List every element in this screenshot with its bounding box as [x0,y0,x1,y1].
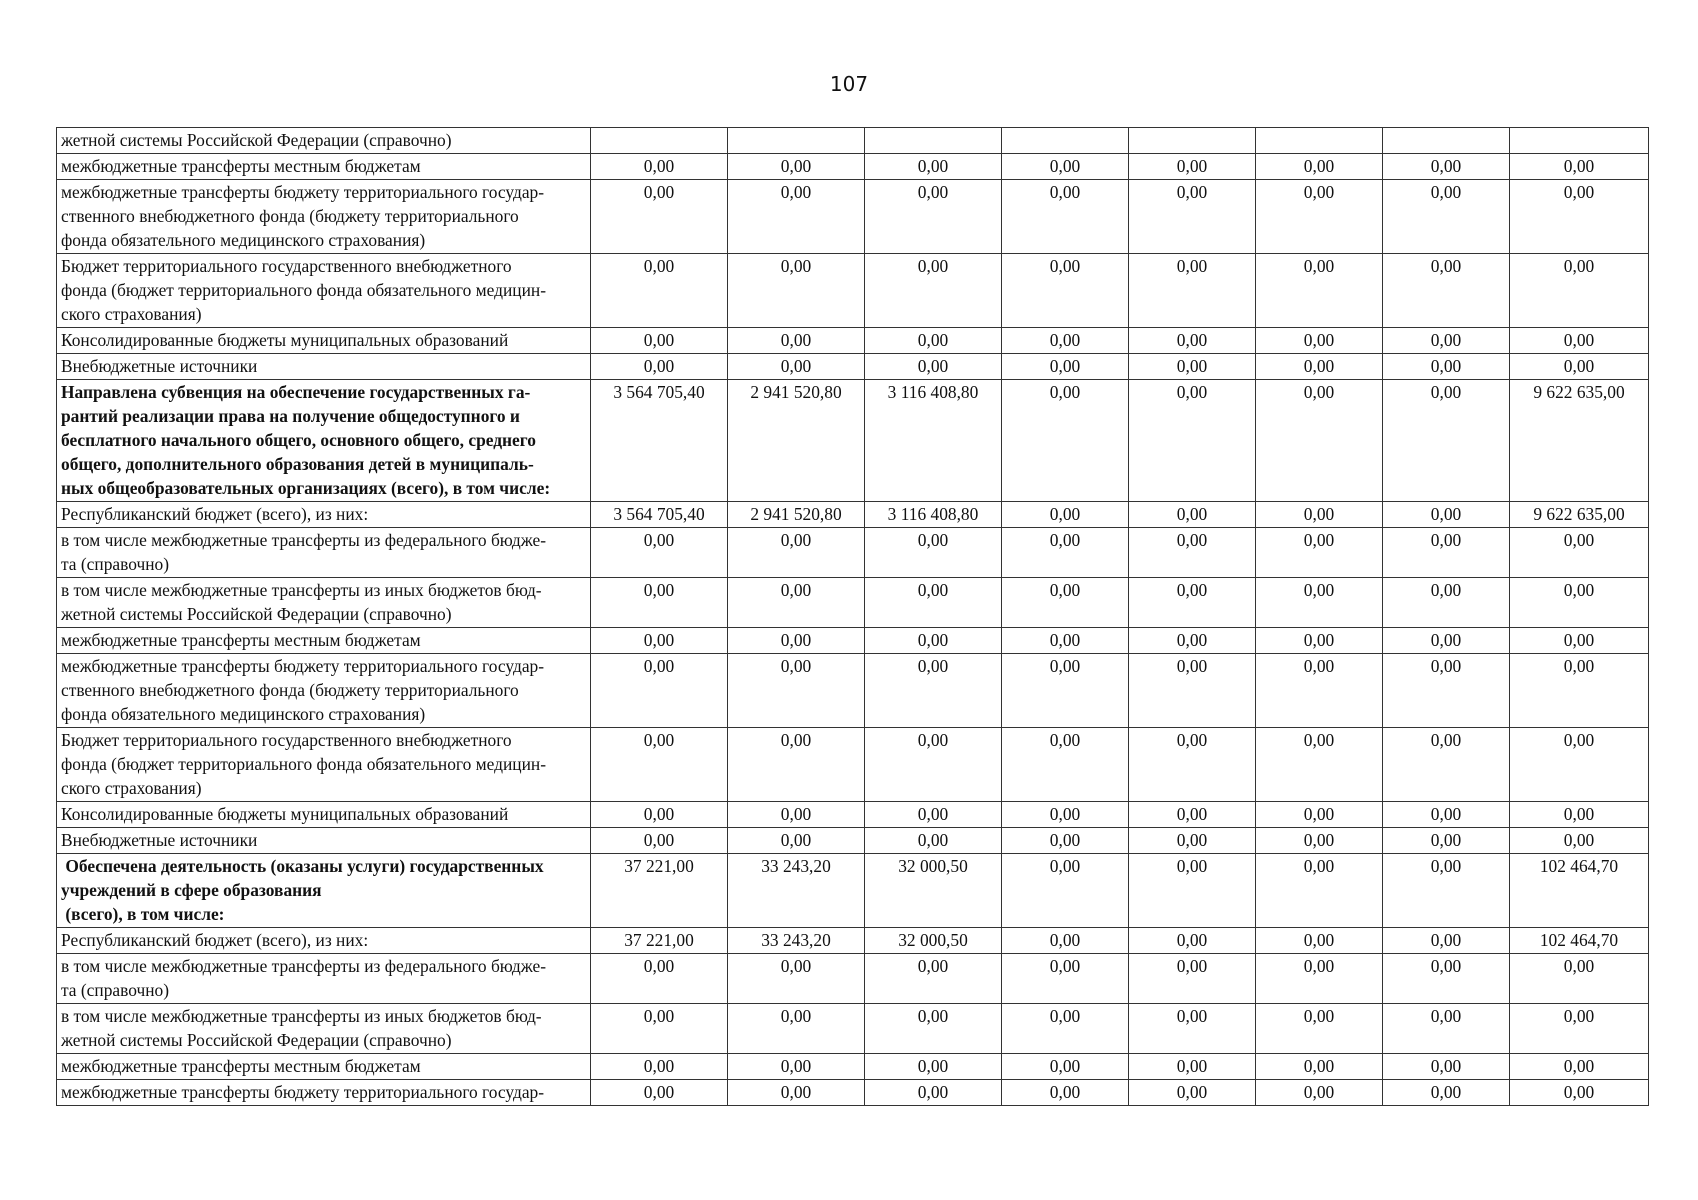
table-row [57,128,1649,154]
page-number: 107 [829,72,869,96]
value-cell [1383,128,1510,154]
row-label: Республиканский бюджет (всего), из них: [57,502,591,528]
value-cell: 3 116 408,80 [865,380,1002,502]
value-cell: 2 941 520,80 [728,502,865,528]
value-cell: 0,00 [1256,180,1383,254]
value-cell [1129,128,1256,154]
value-cell: 0,00 [591,954,728,1004]
table-row [57,854,1649,928]
value-cell: 0,00 [1256,380,1383,502]
value-cell: 0,00 [591,1054,728,1080]
value-cell: 0,00 [865,802,1002,828]
value-cell [865,128,1002,154]
value-cell: 0,00 [1129,1054,1256,1080]
value-cell: 0,00 [1129,154,1256,180]
table-row [57,654,1649,728]
value-cell: 0,00 [728,180,865,254]
value-cell: 32 000,50 [865,854,1002,928]
value-cell: 0,00 [728,628,865,654]
value-cell: 0,00 [1383,254,1510,328]
value-cell: 0,00 [865,528,1002,578]
value-cell: 0,00 [1256,502,1383,528]
table-row [57,502,1649,528]
value-cell: 0,00 [1510,654,1649,728]
value-cell: 0,00 [1129,654,1256,728]
row-label: Бюджет территориального государственного внебюджетного фонда (бюджет территориального фонда обязательного медицин- ского страхования) [57,254,591,328]
row-label: Внебюджетные источники [57,354,591,380]
value-cell: 0,00 [1510,528,1649,578]
value-cell: 0,00 [1383,380,1510,502]
value-cell: 0,00 [1256,154,1383,180]
row-label: Внебюджетные источники [57,828,591,854]
value-cell: 0,00 [728,154,865,180]
table-row [57,154,1649,180]
value-cell: 0,00 [1383,1080,1510,1106]
value-cell: 0,00 [1256,1054,1383,1080]
value-cell: 0,00 [1129,728,1256,802]
value-cell: 0,00 [1129,180,1256,254]
row-label: межбюджетные трансферты местным бюджетам [57,154,591,180]
value-cell: 0,00 [865,354,1002,380]
value-cell: 0,00 [1002,854,1129,928]
value-cell: 37 221,00 [591,854,728,928]
value-cell: 0,00 [865,828,1002,854]
value-cell: 0,00 [865,180,1002,254]
value-cell: 0,00 [1002,354,1129,380]
value-cell: 0,00 [1383,154,1510,180]
value-cell: 0,00 [728,1054,865,1080]
value-cell: 0,00 [1002,1054,1129,1080]
value-cell: 0,00 [1256,854,1383,928]
value-cell: 0,00 [1510,628,1649,654]
value-cell: 0,00 [1129,954,1256,1004]
value-cell: 0,00 [1510,328,1649,354]
value-cell: 0,00 [1383,354,1510,380]
value-cell: 0,00 [1256,328,1383,354]
value-cell: 0,00 [1129,502,1256,528]
value-cell: 0,00 [1002,528,1129,578]
value-cell: 0,00 [1002,828,1129,854]
value-cell: 0,00 [1510,1004,1649,1054]
value-cell: 0,00 [1383,502,1510,528]
row-label: Консолидированные бюджеты муниципальных образований [57,328,591,354]
value-cell: 33 243,20 [728,854,865,928]
value-cell: 0,00 [1510,802,1649,828]
row-label: Республиканский бюджет (всего), из них: [57,928,591,954]
value-cell: 0,00 [1002,154,1129,180]
value-cell: 0,00 [728,728,865,802]
value-cell: 2 941 520,80 [728,380,865,502]
value-cell: 0,00 [1002,728,1129,802]
value-cell: 0,00 [1383,1054,1510,1080]
value-cell: 0,00 [1510,1080,1649,1106]
value-cell: 0,00 [1002,928,1129,954]
value-cell [728,128,865,154]
value-cell: 0,00 [728,828,865,854]
value-cell: 0,00 [1002,1080,1129,1106]
table-body [57,128,1649,1106]
value-cell: 0,00 [591,154,728,180]
value-cell: 0,00 [1510,728,1649,802]
value-cell [591,128,728,154]
table-row [57,1080,1649,1106]
value-cell: 0,00 [865,1054,1002,1080]
table-row [57,380,1649,502]
value-cell: 0,00 [591,654,728,728]
value-cell: 3 116 408,80 [865,502,1002,528]
value-cell: 0,00 [1256,828,1383,854]
value-cell: 0,00 [1129,380,1256,502]
row-label: Консолидированные бюджеты муниципальных образований [57,802,591,828]
value-cell: 0,00 [1383,802,1510,828]
row-label: в том числе межбюджетные трансферты из федерального бюдже- та (справочно) [57,528,591,578]
table-row [57,928,1649,954]
value-cell: 0,00 [1256,254,1383,328]
value-cell: 0,00 [1129,802,1256,828]
value-cell: 0,00 [728,1004,865,1054]
row-label: межбюджетные трансферты местным бюджетам [57,628,591,654]
value-cell: 102 464,70 [1510,854,1649,928]
value-cell: 0,00 [728,954,865,1004]
value-cell: 0,00 [1383,1004,1510,1054]
value-cell: 9 622 635,00 [1510,502,1649,528]
value-cell: 0,00 [1256,628,1383,654]
value-cell: 0,00 [728,802,865,828]
row-label: Бюджет территориального государственного внебюджетного фонда (бюджет территориального фонда обязательного медицин- ского страхования) [57,728,591,802]
value-cell: 0,00 [1510,578,1649,628]
table-row [57,578,1649,628]
value-cell: 0,00 [1256,1004,1383,1054]
value-cell: 0,00 [865,154,1002,180]
value-cell: 37 221,00 [591,928,728,954]
value-cell: 0,00 [1002,654,1129,728]
value-cell: 0,00 [728,528,865,578]
value-cell: 0,00 [1510,954,1649,1004]
value-cell: 0,00 [1129,254,1256,328]
value-cell: 0,00 [1383,528,1510,578]
value-cell: 0,00 [1129,1004,1256,1054]
value-cell: 0,00 [1129,854,1256,928]
value-cell: 0,00 [1129,354,1256,380]
value-cell: 0,00 [1383,578,1510,628]
value-cell: 0,00 [1383,954,1510,1004]
value-cell: 0,00 [865,1004,1002,1054]
value-cell: 0,00 [1002,954,1129,1004]
value-cell: 0,00 [1256,528,1383,578]
value-cell: 0,00 [1002,628,1129,654]
table-row [57,628,1649,654]
value-cell: 0,00 [1510,1054,1649,1080]
value-cell: 0,00 [1510,354,1649,380]
table-row [57,354,1649,380]
row-label: в том числе межбюджетные трансферты из иных бюджетов бюд- жетной системы Российской Федерации (справочно) [57,578,591,628]
value-cell: 0,00 [1129,578,1256,628]
value-cell: 0,00 [1256,1080,1383,1106]
value-cell: 0,00 [865,654,1002,728]
value-cell: 0,00 [1510,254,1649,328]
value-cell: 33 243,20 [728,928,865,954]
value-cell: 0,00 [591,802,728,828]
value-cell: 0,00 [1256,954,1383,1004]
value-cell: 0,00 [1383,328,1510,354]
value-cell: 0,00 [1129,628,1256,654]
value-cell: 0,00 [1256,578,1383,628]
value-cell: 0,00 [591,1080,728,1106]
value-cell: 0,00 [1002,254,1129,328]
value-cell: 0,00 [1383,828,1510,854]
value-cell: 0,00 [865,728,1002,802]
value-cell: 0,00 [728,654,865,728]
value-cell: 0,00 [1256,728,1383,802]
value-cell: 0,00 [1510,180,1649,254]
value-cell: 0,00 [591,628,728,654]
row-label: межбюджетные трансферты бюджету территориального государ- ственного внебюджетного фонда (бюджету территориального фонда обязательного медицинского страхования) [57,654,591,728]
value-cell: 0,00 [1129,828,1256,854]
value-cell: 0,00 [1256,654,1383,728]
table-row [57,802,1649,828]
value-cell: 102 464,70 [1510,928,1649,954]
table-row [57,254,1649,328]
row-label: в том числе межбюджетные трансферты из федерального бюдже- та (справочно) [57,954,591,1004]
value-cell: 3 564 705,40 [591,380,728,502]
value-cell: 0,00 [591,180,728,254]
value-cell: 0,00 [1256,928,1383,954]
value-cell: 0,00 [591,328,728,354]
value-cell: 0,00 [1383,180,1510,254]
value-cell: 0,00 [1129,1080,1256,1106]
table-row [57,180,1649,254]
value-cell: 0,00 [1256,802,1383,828]
value-cell: 0,00 [591,1004,728,1054]
table-row [57,728,1649,802]
value-cell: 0,00 [865,954,1002,1004]
value-cell: 0,00 [591,354,728,380]
value-cell: 9 622 635,00 [1510,380,1649,502]
value-cell: 0,00 [1129,528,1256,578]
value-cell: 0,00 [1510,828,1649,854]
row-label: межбюджетные трансферты бюджету территориального государ- [57,1080,591,1106]
value-cell: 0,00 [591,728,728,802]
budget-table [56,127,1649,1106]
table-row [57,1054,1649,1080]
table-row [57,828,1649,854]
row-label: жетной системы Российской Федерации (справочно) [57,128,591,154]
value-cell: 32 000,50 [865,928,1002,954]
value-cell: 0,00 [1002,380,1129,502]
table-row [57,1004,1649,1054]
row-label: межбюджетные трансферты бюджету территориального государ- ственного внебюджетного фонда (бюджету территориального фонда обязательного медицинского страхования) [57,180,591,254]
value-cell: 3 564 705,40 [591,502,728,528]
value-cell: 0,00 [591,254,728,328]
value-cell: 0,00 [728,328,865,354]
table-row [57,528,1649,578]
value-cell: 0,00 [1002,502,1129,528]
value-cell: 0,00 [1510,154,1649,180]
value-cell: 0,00 [865,254,1002,328]
value-cell: 0,00 [865,1080,1002,1106]
value-cell: 0,00 [728,1080,865,1106]
row-label: в том числе межбюджетные трансферты из иных бюджетов бюд- жетной системы Российской Федерации (справочно) [57,1004,591,1054]
value-cell: 0,00 [1383,654,1510,728]
value-cell: 0,00 [1002,578,1129,628]
value-cell: 0,00 [728,354,865,380]
value-cell: 0,00 [591,528,728,578]
value-cell: 0,00 [865,328,1002,354]
value-cell: 0,00 [1383,928,1510,954]
value-cell: 0,00 [1383,854,1510,928]
table-row [57,954,1649,1004]
value-cell: 0,00 [1256,354,1383,380]
value-cell: 0,00 [728,254,865,328]
row-label: межбюджетные трансферты местным бюджетам [57,1054,591,1080]
value-cell: 0,00 [1383,628,1510,654]
value-cell [1510,128,1649,154]
value-cell: 0,00 [728,578,865,628]
row-label: Направлена субвенция на обеспечение государственных га- рантий реализации права на получение общедоступного и бесплатного начального общего, основного общего, среднего общего, дополнительного образования детей в муниципаль- ных общеобразовательных организациях (всего), в том числе: [57,380,591,502]
table-row [57,328,1649,354]
value-cell: 0,00 [1002,328,1129,354]
value-cell: 0,00 [1002,180,1129,254]
value-cell: 0,00 [1383,728,1510,802]
value-cell: 0,00 [591,578,728,628]
value-cell: 0,00 [1002,1004,1129,1054]
value-cell [1002,128,1129,154]
value-cell: 0,00 [1129,928,1256,954]
value-cell: 0,00 [865,628,1002,654]
value-cell: 0,00 [1129,328,1256,354]
value-cell [1256,128,1383,154]
row-label: Обеспечена деятельность (оказаны услуги) государственных учреждений в сфере образования (всего), в том числе: [57,854,591,928]
value-cell: 0,00 [865,578,1002,628]
value-cell: 0,00 [591,828,728,854]
value-cell: 0,00 [1002,802,1129,828]
